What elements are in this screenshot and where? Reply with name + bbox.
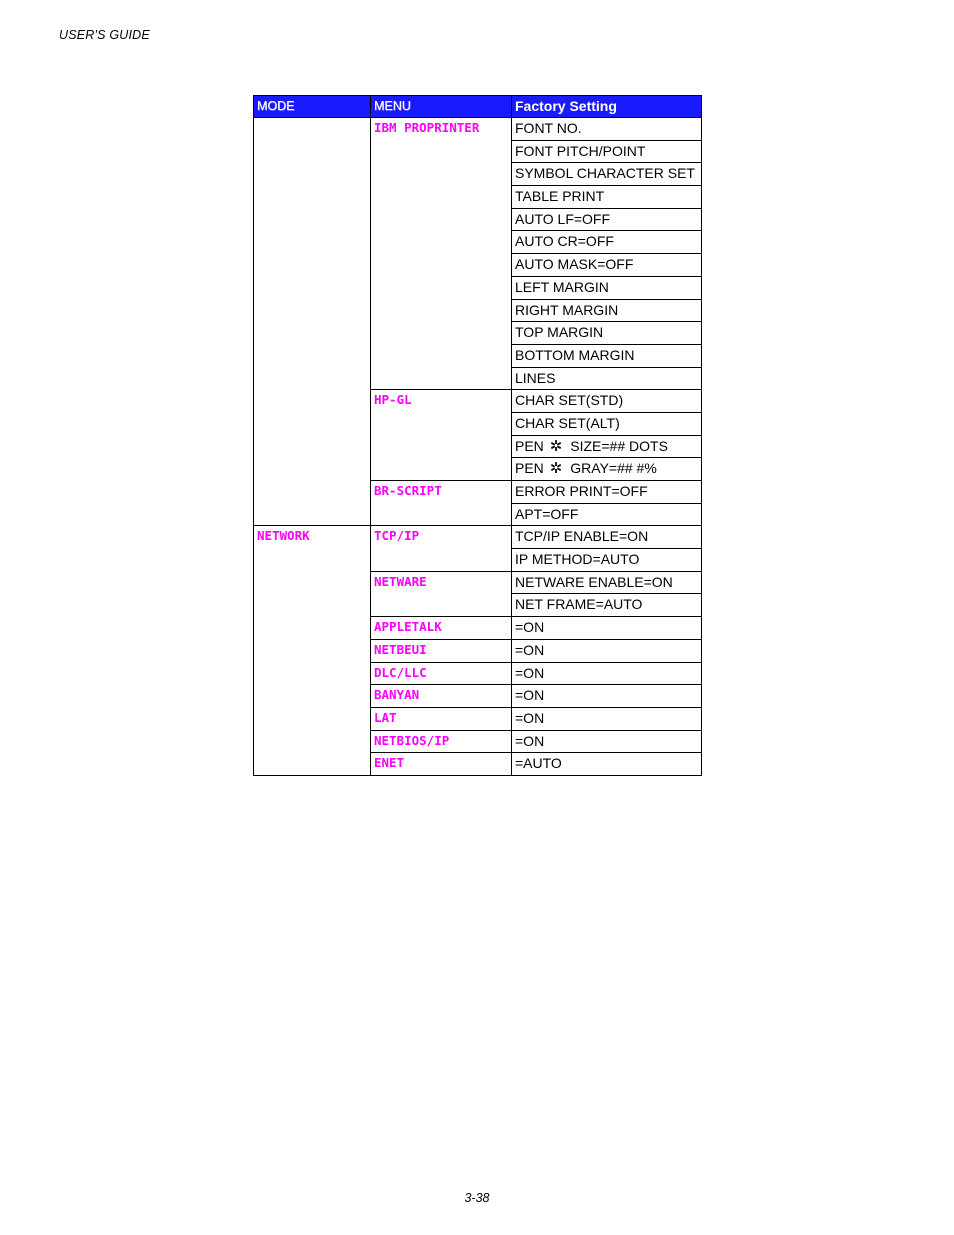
star-icon: ✲ [549, 460, 563, 478]
setting-cell: TOP MARGIN [512, 322, 702, 345]
setting-cell: NETWARE ENABLE=ON [512, 571, 702, 594]
table-row [254, 118, 702, 141]
setting-cell: FONT PITCH/POINT [512, 140, 702, 163]
setting-cell: BOTTOM MARGIN [512, 344, 702, 367]
setting-cell: CHAR SET(STD) [512, 390, 702, 413]
setting-cell: =ON [512, 639, 702, 662]
setting-cell: AUTO LF=OFF [512, 208, 702, 231]
setting-cell: FONT NO. [512, 118, 702, 141]
setting-cell: TABLE PRINT [512, 186, 702, 209]
setting-cell: TCP/IP ENABLE=ON [512, 526, 702, 549]
menu-br-script: BR-SCRIPT [371, 481, 512, 526]
setting-cell: IP METHOD=AUTO [512, 549, 702, 572]
pen-size-value: SIZE=## DOTS [570, 437, 668, 454]
menu-dlc-llc: DLC/LLC [371, 662, 512, 685]
table-row [254, 526, 702, 549]
setting-cell-pen-gray [512, 458, 702, 481]
menu-appletalk: APPLETALK [371, 617, 512, 640]
setting-cell: AUTO CR=OFF [512, 231, 702, 254]
star-icon: ✲ [549, 437, 563, 455]
page-number: 3-38 [464, 1191, 490, 1205]
setting-cell: ERROR PRINT=OFF [512, 481, 702, 504]
menu-enet: ENET [371, 753, 512, 776]
setting-cell: =AUTO [512, 753, 702, 776]
mode-network: NETWORK [254, 526, 371, 776]
setting-cell: APT=OFF [512, 503, 702, 526]
setting-cell: LEFT MARGIN [512, 276, 702, 299]
menu-netbios-ip: NETBIOS/IP [371, 730, 512, 753]
setting-cell: LINES [512, 367, 702, 390]
menu-lat: LAT [371, 707, 512, 730]
setting-cell: CHAR SET(ALT) [512, 412, 702, 435]
setting-cell: NET FRAME=AUTO [512, 594, 702, 617]
setting-cell: =ON [512, 685, 702, 708]
setting-cell: AUTO MASK=OFF [512, 254, 702, 277]
menu-banyan: BANYAN [371, 685, 512, 708]
page-header: USER'S GUIDE [59, 28, 150, 42]
pen-label: PEN [515, 437, 544, 454]
setting-cell: =ON [512, 617, 702, 640]
factory-settings-table [253, 95, 702, 776]
menu-ibm-proprinter: IBM PROPRINTER [371, 118, 512, 390]
setting-cell: =ON [512, 662, 702, 685]
menu-hp-gl: HP-GL [371, 390, 512, 481]
menu-netware: NETWARE [371, 571, 512, 616]
setting-cell: =ON [512, 707, 702, 730]
table-header-row [254, 96, 702, 118]
setting-cell: =ON [512, 730, 702, 753]
menu-netbeui: NETBEUI [371, 639, 512, 662]
pen-gray-value: GRAY=## #% [570, 460, 657, 477]
setting-cell: SYMBOL CHARACTER SET [512, 163, 702, 186]
menu-tcp-ip: TCP/IP [371, 526, 512, 571]
header-menu: MENU [371, 96, 512, 118]
setting-cell: RIGHT MARGIN [512, 299, 702, 322]
mode-cell-empty [254, 118, 371, 526]
header-factory-setting: Factory Setting [512, 96, 702, 118]
header-mode: MODE [254, 96, 371, 118]
pen-label: PEN [515, 460, 544, 477]
setting-cell-pen-size [512, 435, 702, 458]
